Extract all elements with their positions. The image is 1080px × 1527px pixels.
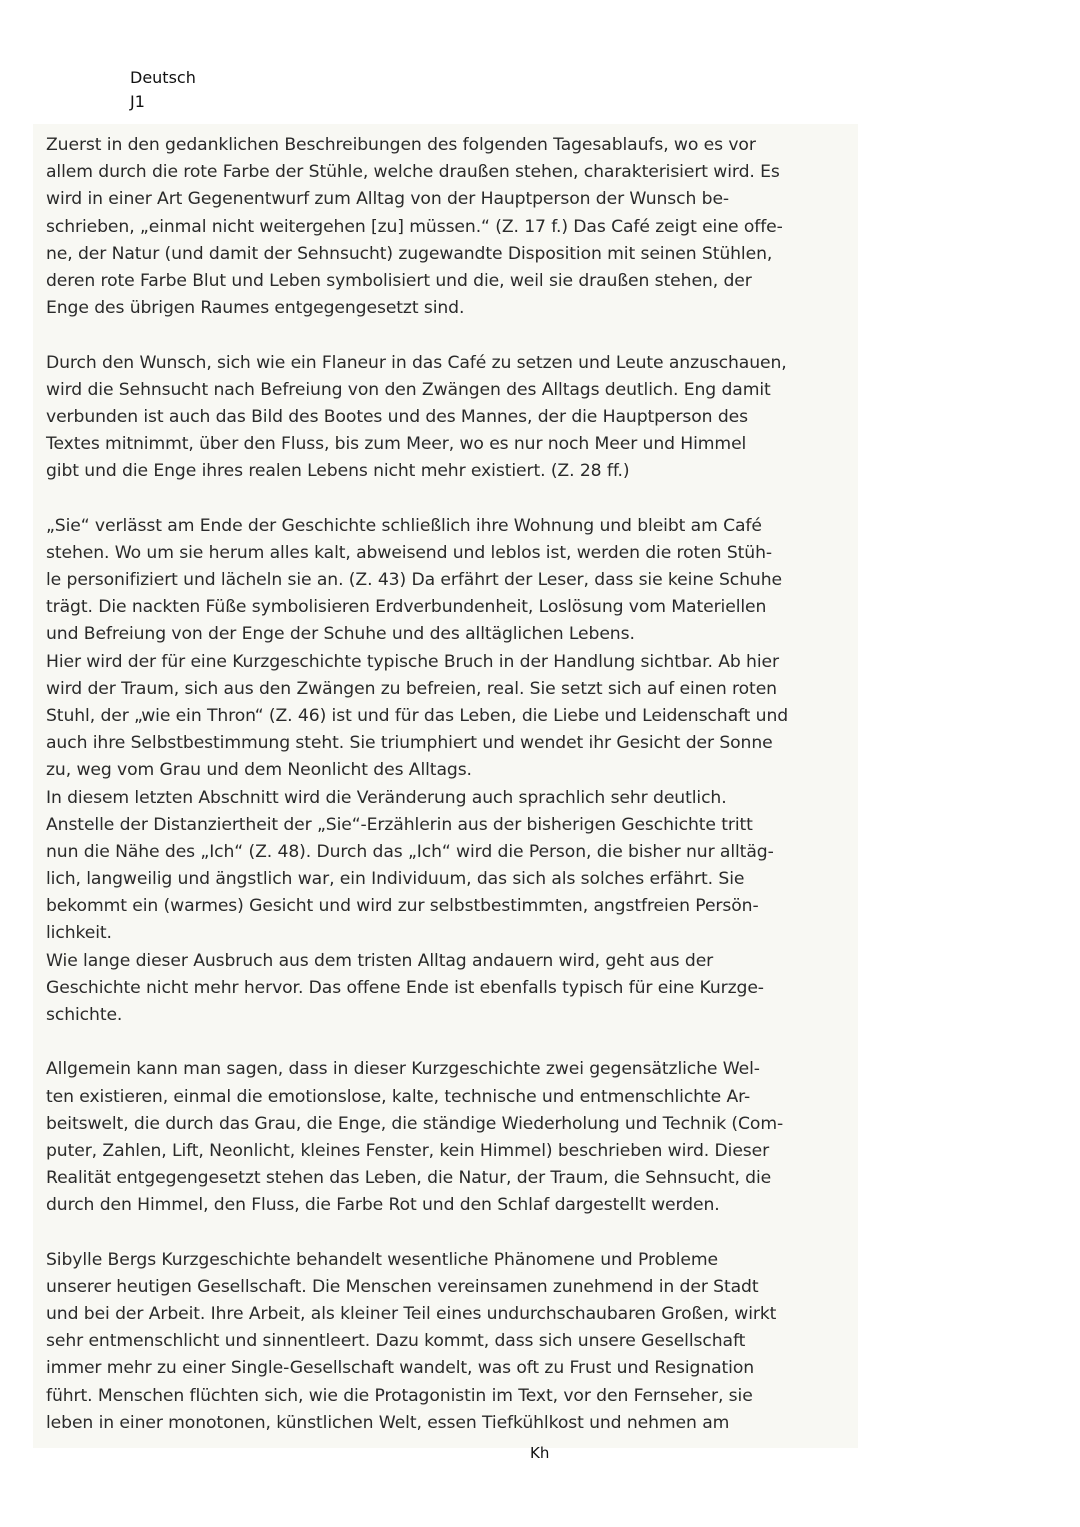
text-line: allem durch die rote Farbe der Stühle, welche draußen stehen, charakterisiert wird. Es [46, 162, 780, 183]
text-line: verbunden ist auch das Bild des Bootes und des Mannes, der die Hauptperson des [46, 406, 748, 427]
class-label: J1 [130, 92, 145, 111]
text-line: lich, langweilig und ängstlich war, ein Individuum, das sich als solches erfährt. Sie [46, 869, 745, 890]
text-line: stehen. Wo um sie herum alles kalt, abweisend und leblos ist, werden die roten Stüh- [46, 542, 772, 563]
text-line: wird in einer Art Gegenentwurf zum Alltag von der Hauptperson der Wunsch be- [46, 189, 730, 210]
text-line: Sibylle Bergs Kurzgeschichte behandelt wesentliche Phänomene und Probleme [46, 1249, 719, 1270]
text-line: leben in einer monotonen, künstlichen Welt, essen Tiefkühlkost und nehmen am [46, 1412, 730, 1433]
paragraph-2 [46, 350, 848, 486]
text-line: auch ihre Selbstbestimmung steht. Sie triumphiert und wendet ihr Gesicht der Sonne [46, 733, 773, 754]
text-line: schichte. [46, 1005, 123, 1025]
text-line: unserer heutigen Gesellschaft. Die Menschen vereinsamen zunehmend in der Stadt [46, 1276, 759, 1297]
text-line: Wie lange dieser Ausbruch aus dem tristen Alltag andauern wird, geht aus der [46, 950, 714, 971]
page-footer-initials: Kh [530, 1444, 550, 1462]
text-line: Stuhl, der „wie ein Thron“ (Z. 46) ist und für das Leben, die Liebe und Leidenschaft und [46, 705, 789, 726]
text-line: le personifiziert und lächeln sie an. (Z. 43) Da erfährt der Leser, dass sie keine Schuhe [46, 570, 782, 590]
text-line: wird die Sehnsucht nach Befreiung von den Zwängen des Alltags deutlich. Eng damit [46, 379, 771, 400]
paragraph-gap [46, 1220, 848, 1247]
text-line: sehr entmenschlicht und sinnentleert. Dazu kommt, dass sich unsere Gesellschaft [46, 1331, 746, 1352]
text-line: durch den Himmel, den Fluss, die Farbe Rot und den Schlaf dargestellt werden. [46, 1195, 720, 1216]
paragraph-1 [46, 132, 848, 322]
text-line: deren rote Farbe Blut und Leben symbolisiert und die, weil sie draußen stehen, der [46, 270, 752, 291]
text-line: ne, der Natur (und damit der Sehnsucht) zugewandte Disposition mit seinen Stühlen, [46, 243, 773, 264]
text-line: zu, weg vom Grau und dem Neonlicht des Alltags. [46, 760, 472, 781]
text-line: beitswelt, die durch das Grau, die Enge, die ständige Wiederholung und Technik (Com- [46, 1113, 784, 1134]
text-line: immer mehr zu einer Single-Gesellschaft wandelt, was oft zu Frust und Resignation [46, 1358, 755, 1379]
text-line: bekommt ein (warmes) Gesicht und wird zur selbstbestimmten, angstfreien Persön- [46, 896, 759, 917]
text-line: Enge des übrigen Raumes entgegengesetzt sind. [46, 298, 465, 319]
text-line: führt. Menschen flüchten sich, wie die Protagonistin im Text, vor den Fernseher, sie [46, 1385, 753, 1406]
subject-label: Deutsch [130, 68, 196, 87]
text-line: „Sie“ verlässt am Ende der Geschichte schließlich ihre Wohnung und bleibt am Café [46, 515, 762, 536]
text-line: Geschichte nicht mehr hervor. Das offene Ende ist ebenfalls typisch für eine Kurzge- [46, 977, 764, 998]
paragraph-gap [46, 322, 848, 349]
text-line: nun die Nähe des „Ich“ (Z. 48). Durch das „Ich“ wird die Person, die bisher nur alltäg- [46, 841, 774, 862]
text-line: und Befreiung von der Enge der Schuhe und des alltäglichen Lebens. [46, 624, 635, 645]
paragraph-gap [46, 485, 848, 512]
paragraph-gap [46, 1029, 848, 1056]
text-line: gibt und die Enge ihres realen Lebens nicht mehr existiert. (Z. 28 ff.) [46, 461, 630, 482]
text-line: ten existieren, einmal die emotionslose, kalte, technische und entmenschlichte Ar- [46, 1086, 751, 1107]
text-line: Textes mitnimmt, über den Fluss, bis zum Meer, wo es nur noch Meer und Himmel [46, 434, 747, 455]
text-line: schrieben, „einmal nicht weitergehen [zu] müssen.“ (Z. 17 f.) Das Café zeigt eine offe- [46, 216, 783, 237]
text-line: lichkeit. [46, 923, 112, 944]
scanned-text-block [33, 124, 858, 1448]
text-line: puter, Zahlen, Lift, Neonlicht, kleines Fenster, kein Himmel) beschrieben wird. Dieser [46, 1140, 770, 1161]
text-line: Allgemein kann man sagen, dass in dieser Kurzgeschichte zwei gegensätzliche Wel- [46, 1059, 760, 1080]
text-line: Realität entgegengesetzt stehen das Leben, die Natur, der Traum, die Sehnsucht, die [46, 1168, 772, 1189]
text-line: Zuerst in den gedanklichen Beschreibungen des folgenden Tagesablaufs, wo es vor [46, 135, 756, 155]
paragraph-5 [46, 1247, 848, 1437]
paragraph-3 [46, 513, 848, 1030]
text-line: Hier wird der für eine Kurzgeschichte typische Bruch in der Handlung sichtbar. Ab hier [46, 651, 779, 672]
text-line: wird der Traum, sich aus den Zwängen zu befreien, real. Sie setzt sich auf einen roten [46, 678, 777, 699]
text-line: Anstelle der Distanziertheit der „Sie“-Erzählerin aus der bisherigen Geschichte tritt [46, 814, 753, 835]
text-line: trägt. Die nackten Füße symbolisieren Erdverbundenheit, Loslösung vom Materiellen [46, 597, 767, 618]
paragraph-4 [46, 1056, 848, 1219]
text-line: und bei der Arbeit. Ihre Arbeit, als kleiner Teil eines undurchschaubaren Großen, wirkt [46, 1304, 777, 1325]
text-line: In diesem letzten Abschnitt wird die Veränderung auch sprachlich sehr deutlich. [46, 787, 727, 808]
text-line: Durch den Wunsch, sich wie ein Flaneur in das Café zu setzen und Leute anzuschauen, [46, 352, 787, 373]
document-header [130, 66, 196, 114]
